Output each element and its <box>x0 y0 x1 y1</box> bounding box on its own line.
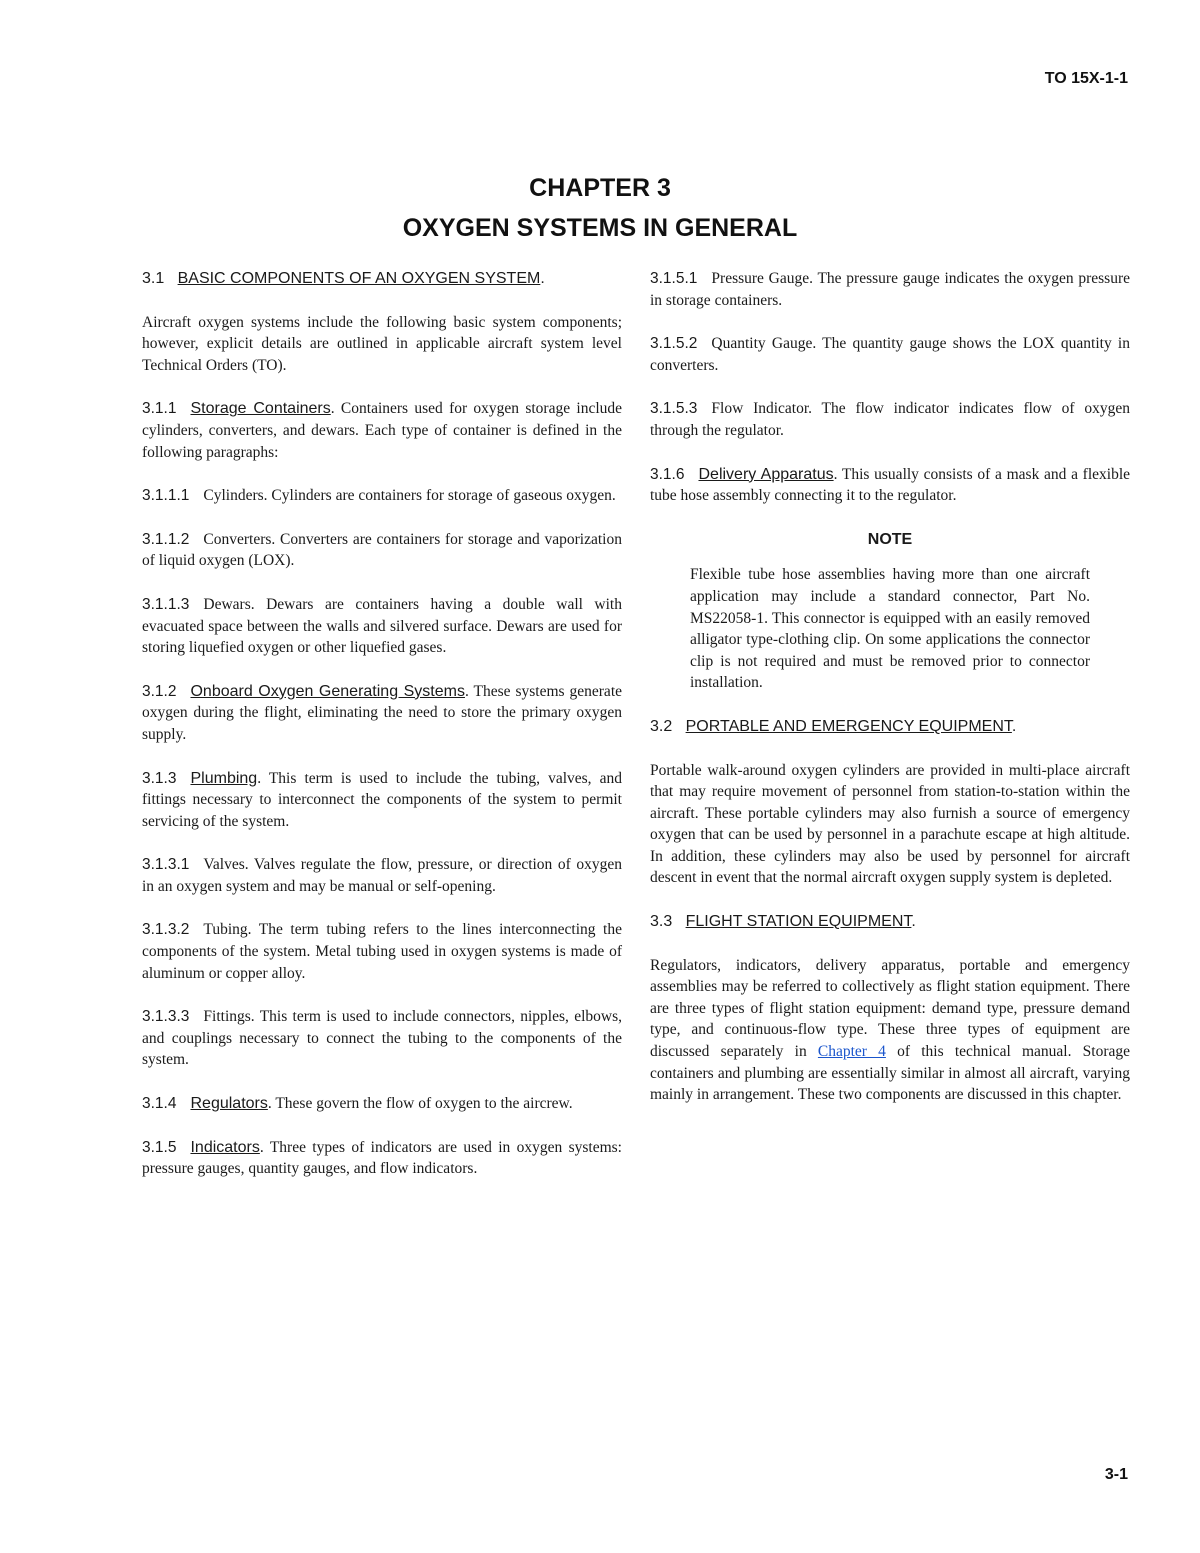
para-number: 3.1.1.1 <box>142 487 190 505</box>
para-3-1-3-3 <box>142 1006 622 1071</box>
para-text: Fittings. This term is used to include connectors, nipples, elbows, and couplings necessary to connect the tubing to the components of the system. <box>142 1008 622 1069</box>
chapter-title: OXYGEN SYSTEMS IN GENERAL <box>402 214 798 242</box>
section-3-1-heading <box>142 268 622 290</box>
para-3-1-5-1 <box>650 268 1130 311</box>
para-text: Dewars. Dewars are containers having a double wall with evacuated space between the walls and silvered surface. Dewars are used for storing liquefied oxygen or other liquefied gases. <box>142 595 622 657</box>
para-number: 3.1.5.3 <box>650 400 698 418</box>
para-3-1-2 <box>142 681 622 746</box>
para-3-1-6 <box>650 464 1130 507</box>
para-3-1-1-1 <box>142 485 622 507</box>
section-3-1-body: Aircraft oxygen systems include the following basic system components; however, explicit details are outlined in applicable aircraft system level Technical Orders (TO). <box>142 313 622 374</box>
para-text: Converters. Converters are containers for storage and vaporization of liquid oxygen (LOX). <box>142 530 622 570</box>
para-number: 3.1.5.2 <box>650 335 698 353</box>
para-text: . Three types of indicators are used in oxygen systems: pressure gauges, quantity gauges, and flow indicators. <box>142 1138 622 1178</box>
para-number: 3.1.3.1 <box>142 856 190 874</box>
to-number: TO 15X-1-1 <box>1044 70 1128 87</box>
para-title: Storage Containers <box>190 400 331 418</box>
right-column <box>650 268 1130 1128</box>
para-text: . Containers used for oxygen storage include cylinders, converters, and dewars. Each type of container is defined in the following paragraphs: <box>142 400 623 461</box>
note-label: NOTE <box>867 530 913 548</box>
para-text: Cylinders. Cylinders are containers for storage of gaseous oxygen. <box>203 487 616 505</box>
para-number: 3.1.5 <box>142 1138 177 1156</box>
para-3-1-3-1 <box>142 854 622 897</box>
para-number: 3.1.3 <box>142 769 177 787</box>
page-number: 3-1 <box>1104 1466 1128 1483</box>
body-text-before: Regulators, indicators, delivery apparatus, portable and emergency assemblies may be referred to collectively as flight station equipment. There are three types of flight station equipment: demand type, pressure demand type, and continuous-flow type. These three types of equipment are discussed separately in <box>650 956 1130 1061</box>
para-3-1-3 <box>142 768 622 833</box>
note-body: Flexible tube hose assemblies having more than one aircraft application may include a standard connector, Part No. MS22058-1. This connector is equipped with an easily removed alligator type-clothing clip. On some applications the connector clip is not required and must be removed prior to connector installation. <box>690 566 1090 692</box>
para-text: Tubing. The term tubing refers to the lines interconnecting the components of the system. Metal tubing used in oxygen systems is made of aluminum or copper alloy. <box>142 921 622 982</box>
para-text: Quantity Gauge. The quantity gauge shows the LOX quantity in converters. <box>650 335 1130 374</box>
para-text: . This usually consists of a mask and a flexible tube hose assembly connecting it to the regulator. <box>650 465 1131 505</box>
para-number: 3.1.1.3 <box>142 595 190 613</box>
para-text: Pressure Gauge. The pressure gauge indicates the oxygen pressure in storage containers. <box>650 270 1130 309</box>
section-3-2-heading <box>650 716 1130 738</box>
para-3-1-5-2 <box>650 333 1130 376</box>
para-3-1-1 <box>142 398 622 463</box>
section-title-trail: . <box>1011 717 1017 735</box>
para-title: Delivery Apparatus <box>698 465 834 483</box>
section-number: 3.1 <box>142 270 165 287</box>
chapter-number: CHAPTER 3 <box>529 174 671 202</box>
para-number: 3.1.2 <box>142 682 177 700</box>
para-title: Indicators <box>190 1138 260 1156</box>
para-number: 3.1.3.3 <box>142 1008 190 1026</box>
para-text: Flow Indicator. The flow indicator indicates flow of oxygen through the regulator. <box>650 400 1130 439</box>
para-number: 3.1.6 <box>650 465 685 483</box>
section-title: BASIC COMPONENTS OF AN OXYGEN SYSTEM <box>177 270 541 287</box>
para-number: 3.1.3.2 <box>142 921 190 939</box>
para-number: 3.1.1.2 <box>142 530 190 548</box>
section-3-2-body: Portable walk-around oxygen cylinders are provided in multi-place aircraft that may require movement of personnel from station-to-station within the aircraft. These portable cylinders may also furnish a source of emergency oxygen that can be used by personnel in a parachute escape at high altitude. In addition, these cylinders may also be used by personnel for aircraft descent in event that the normal aircraft oxygen supply system is depleted. <box>650 761 1130 887</box>
para-3-1-5-3 <box>650 398 1130 441</box>
para-text: . These systems generate oxygen during the flight, eliminating the need to store the primary oxygen supply. <box>142 682 622 743</box>
para-text: Valves. Valves regulate the flow, pressure, or direction of oxygen in an oxygen system and may be manual or self-opening. <box>142 856 622 895</box>
para-text: . These govern the flow of oxygen to the aircrew. <box>267 1095 573 1113</box>
para-title: Onboard Oxygen Generating Systems <box>190 682 465 700</box>
chapter-4-link[interactable]: Chapter 4 <box>817 1043 886 1061</box>
left-column <box>142 268 622 1202</box>
para-text: . This term is used to include the tubing, valves, and fittings necessary to interconnect the components of the system to permit servicing of the system. <box>142 769 622 830</box>
para-title: Plumbing <box>190 769 258 787</box>
para-number: 3.1.5.1 <box>650 270 698 287</box>
para-3-1-1-2 <box>142 529 622 572</box>
section-title: PORTABLE AND EMERGENCY EQUIPMENT <box>685 717 1012 735</box>
section-number: 3.3 <box>650 913 673 931</box>
para-3-1-5 <box>142 1137 622 1180</box>
para-title: Regulators <box>190 1095 268 1113</box>
para-3-1-3-2 <box>142 919 622 984</box>
para-3-1-1-3 <box>142 594 622 659</box>
section-number: 3.2 <box>650 717 673 735</box>
para-number: 3.1.1 <box>142 400 177 418</box>
section-title: FLIGHT STATION EQUIPMENT <box>685 913 912 931</box>
para-3-1-4 <box>142 1093 622 1115</box>
section-3-3-body <box>650 955 1130 1106</box>
section-title-trail: . <box>911 913 916 931</box>
para-number: 3.1.4 <box>142 1095 177 1113</box>
section-3-3-heading <box>650 911 1130 933</box>
section-title-trail: . <box>540 270 545 287</box>
body-text-after: of this technical manual. Storage containers and plumbing are essentially similar in almost all aircraft, varying mainly in arrangement. These two components are discussed in this chapter. <box>650 1043 1131 1104</box>
